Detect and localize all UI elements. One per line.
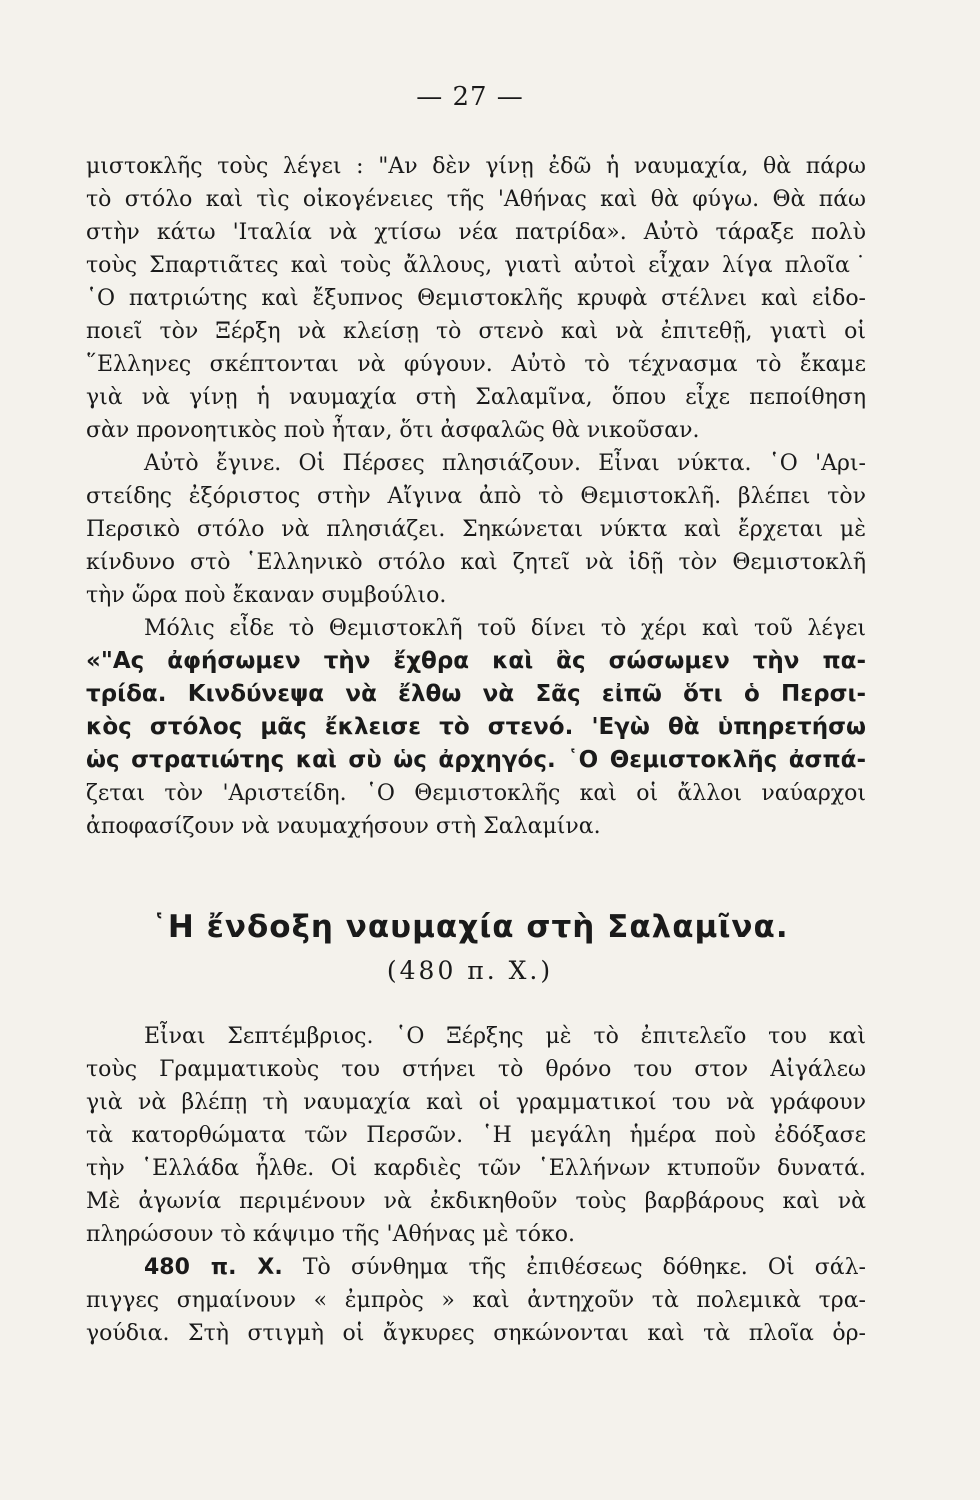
text-line: πληρώσουν τὸ κάψιμο τῆς 'Αθήνας μὲ τόκο.: [86, 1222, 575, 1247]
text-line: στείδης ἐξόριστος στὴν Αἴγινα ἀπὸ τὸ Θεμιστοκλῆ. βλέπει τὸν: [86, 484, 866, 509]
text-line: ῾Ο πατριώτης καὶ ἔξυπνος Θεμιστοκλῆς κρυφὰ στέλνει καὶ εἰδο-: [86, 286, 866, 311]
section-heading: ῾Η ἔνδοξη ναυμαχία στὴ Σαλαμῖνα.: [151, 909, 789, 945]
line-text: Τὸ σύνθημα τῆς ἐπιθέσεως δόθηκε. Οἱ σάλ-: [282, 1255, 866, 1280]
text-line: τρίδα. Κινδύνεψα νὰ ἔλθω νὰ Σᾶς εἰπῶ ὅτι ὁ Περσι-: [86, 681, 866, 707]
text-line: τὰ κατορθώματα τῶν Περσῶν. ῾Η μεγάλη ἡμέρα ποὺ ἐδόξασε: [86, 1123, 866, 1148]
text-line: στὴν κάτω 'Ιταλία νὰ χτίσω νέα πατρίδα». Αὐτὸ τάραξε πολὺ: [86, 220, 866, 245]
text-line: τὴν ὥρα ποὺ ἔκαναν συμβούλιο.: [86, 583, 447, 608]
text-line: ῞Ελληνες σκέπτονται νὰ φύγουν. Αὐτὸ τὸ τέχνασμα τὸ ἔκαμε: [86, 352, 866, 377]
page-number: — 27 —: [416, 82, 524, 112]
text-line: Αὐτὸ ἔγινε. Οἱ Πέρσες πλησιάζουν. Εἶναι νύκτα. ῾Ο 'Αρι-: [144, 451, 866, 476]
text-line: Εἶναι Σεπτέμβριος. ῾Ο Ξέρξης μὲ τὸ ἐπιτελεῖο του καὶ: [144, 1024, 866, 1049]
text-line: κὸς στόλος μᾶς ἔκλεισε τὸ στενό. 'Εγὼ θὰ ὑπηρετήσω: [86, 714, 866, 740]
paragraph-block-council: [86, 150, 866, 843]
text-line: Περσικὸ στόλο νὰ πλησιάζει. Σηκώνεται νύκτα καὶ ἔρχεται μὲ: [86, 517, 866, 542]
text-line: ἀποφασίζουν νὰ ναυμαχήσουν στὴ Σαλαμίνα.: [86, 814, 601, 839]
text-line: κίνδυνο στὸ ῾Ελληνικὸ στόλο καὶ ζητεῖ νὰ ἰδῇ τὸν Θεμιστοκλῆ: [86, 550, 866, 575]
text-line: γούδια. Στὴ στιγμὴ οἱ ἄγκυρες σηκώνονται καὶ τὰ πλοῖα ὁρ-: [86, 1321, 866, 1346]
text-line: Μὲ ἀγωνία περιμένουν νὰ ἐκδικηθοῦν τοὺς βαρβάρους καὶ νὰ: [86, 1189, 866, 1214]
text-line: γιὰ νὰ βλέπῃ τὴ ναυμαχία καὶ οἱ γραμματικοί του νὰ γράφουν: [86, 1090, 866, 1115]
text-line: [86, 1251, 866, 1284]
text-line: μιστοκλῆς τοὺς λέγει : "Αν δὲν γίνῃ ἐδῶ ἡ ναυμαχία, θὰ πάρω: [86, 154, 866, 179]
text-line: ποιεῖ τὸν Ξέρξη νὰ κλείσῃ τὸ στενὸ καὶ νὰ ἐπιτεθῇ, γιατὶ οἱ: [86, 319, 866, 344]
text-line: «"Ας ἀφήσωμεν τὴν ἔχθρα καὶ ἂς σώσωμεν τὴν πα-: [86, 648, 866, 674]
text-line: Μόλις εἶδε τὸ Θεμιστοκλῆ τοῦ δίνει τὸ χέρι καὶ τοῦ λέγει: [144, 616, 866, 641]
inline-date: 480 π. Χ.: [144, 1255, 283, 1280]
text-line: τὸ στόλο καὶ τὶς οἰκογένειες τῆς 'Αθήνας καὶ θὰ φύγω. Θὰ πάω: [86, 187, 866, 212]
text-line: ζεται τὸν 'Αριστείδη. ῾Ο Θεμιστοκλῆς καὶ οἱ ἄλλοι ναύαρχοι: [86, 781, 866, 806]
text-line: γιὰ νὰ γίνῃ ἡ ναυμαχία στὴ Σαλαμῖνα, ὅπου εἶχε πεποίθηση: [86, 385, 866, 410]
text-line: τοὺς Σπαρτιᾶτες καὶ τοὺς ἄλλους, γιατὶ αὐτοὶ εἶχαν λίγα πλοῖα˙: [86, 253, 866, 278]
section-date: (480 π. Χ.): [386, 956, 554, 985]
text-line: τοὺς Γραμματικοὺς του στήνει τὸ θρόνο του στον Αἰγάλεω: [86, 1057, 866, 1082]
text-line: ὡς στρατιώτης καὶ σὺ ὡς ἀρχηγός. ῾Ο Θεμιστοκλῆς ἀσπά-: [86, 747, 866, 773]
text-line: τὴν ῾Ελλάδα ἦλθε. Οἱ καρδιὲς τῶν ῾Ελλήνων κτυποῦν δυνατά.: [86, 1156, 866, 1181]
text-line: σὰν προνοητικὸς ποὺ ἦταν, ὅτι ἀσφαλῶς θὰ νικοῦσαν.: [86, 418, 700, 443]
paragraph-block-battle: [86, 1020, 866, 1350]
text-line: πιγγες σημαίνουν « ἐμπρὸς » καὶ ἀντηχοῦν τὰ πολεμικὰ τρα-: [86, 1288, 866, 1313]
